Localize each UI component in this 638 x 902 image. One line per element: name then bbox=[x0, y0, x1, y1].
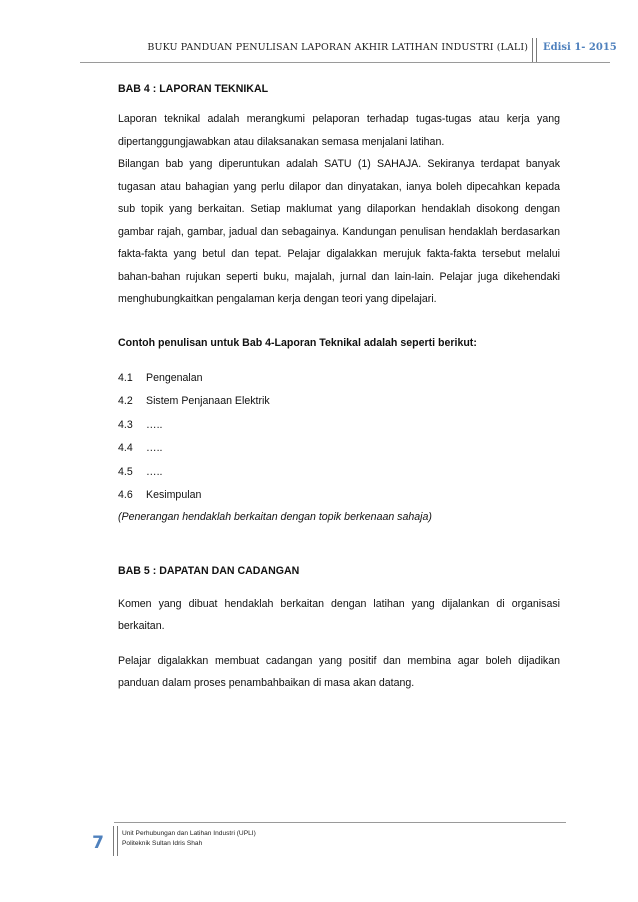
list-item-text: ….. bbox=[146, 442, 163, 454]
list-item-number: 4.2 bbox=[118, 395, 133, 407]
page-header bbox=[80, 38, 617, 64]
header-title: BUKU PANDUAN PENULISAN LAPORAN AKHIR LATIHAN INDUSTRI (LALI) bbox=[147, 42, 528, 53]
footer-rule bbox=[114, 822, 566, 823]
example-note: (Penerangan hendaklah berkaitan dengan topik berkenaan sahaja) bbox=[118, 510, 432, 523]
list-item-text: Sistem Penjanaan Elektrik bbox=[146, 395, 270, 407]
list-item bbox=[118, 414, 560, 438]
footer-line-2: Politeknik Sultan Idris Shah bbox=[122, 840, 203, 847]
page-footer bbox=[86, 822, 566, 862]
footer-separator bbox=[113, 826, 118, 856]
footer-text bbox=[122, 829, 256, 849]
list-item-text: ….. bbox=[146, 418, 163, 431]
list-item-text: Pengenalan bbox=[146, 371, 203, 384]
example-list bbox=[118, 367, 560, 508]
header-separator bbox=[532, 38, 537, 62]
list-item bbox=[118, 484, 560, 508]
bab4-paragraph-2: Bilangan bab yang diperuntukan adalah SATU (1) SAHAJA. Sekiranya terdapat banyak tugasan atau bahagian yang perlu dilapor dan dinyatakan, ianya boleh dipecahkan kepada sub topik yang berkaitan. Setiap maklumat yang dilaporkan hendaklah disokong dengan gambar rajah, gambar, jadual dan sebagainya. Kandungan penulisan hendaklah berdasarkan fakta-fakta yang betul dan tepat. Pelajar digalakkan merujuk fakta-fakta tersebut melalui bahan-bahan rujukan seperti buku, majalah, jurnal dan lain-lain. Pelajar juga dikehendaki menghubungkaitkan pengalaman kerja dengan teori yang dipelajari. bbox=[118, 158, 560, 305]
list-item bbox=[118, 437, 560, 461]
list-item-number: 4.5 bbox=[118, 465, 133, 478]
header-rule bbox=[80, 62, 610, 63]
bab4-paragraph-1: Laporan teknikal adalah merangkumi pelaporan terhadap tugas-tugas atau kerja yang dipertanggungjawabkan atau dilaksanakan semasa menjalani latihan. bbox=[118, 113, 560, 148]
bab4-heading: BAB 4 : LAPORAN TEKNIKAL bbox=[118, 83, 269, 95]
bab5-paragraph-1: Komen yang dibuat hendaklah berkaitan dengan latihan yang dijalankan di organisasi berkaitan. bbox=[118, 597, 560, 632]
page-number: 7 bbox=[92, 833, 104, 853]
example-heading: Contoh penulisan untuk Bab 4-Laporan Teknikal adalah seperti berikut: bbox=[118, 336, 477, 349]
list-item-text: Kesimpulan bbox=[146, 489, 202, 501]
list-item-text: ….. bbox=[146, 465, 163, 478]
list-item bbox=[118, 390, 560, 414]
bab5-paragraph-2: Pelajar digalakkan membuat cadangan yang positif dan membina agar boleh dijadikan panduan dalam proses penambahbaikan di masa akan datang. bbox=[118, 654, 560, 689]
list-item-number: 4.6 bbox=[118, 489, 133, 501]
list-item bbox=[118, 461, 560, 485]
list-item-number: 4.1 bbox=[118, 371, 133, 384]
list-item bbox=[118, 367, 560, 391]
footer-line-1: Unit Perhubungan dan Latihan Industri (UPLI) bbox=[122, 830, 256, 837]
list-item-number: 4.3 bbox=[118, 418, 133, 431]
header-edition: Edisi 1- 2015 bbox=[543, 42, 617, 53]
bab5-heading: BAB 5 : DAPATAN DAN CADANGAN bbox=[118, 564, 300, 577]
list-item-number: 4.4 bbox=[118, 442, 133, 454]
page-content bbox=[118, 82, 560, 695]
